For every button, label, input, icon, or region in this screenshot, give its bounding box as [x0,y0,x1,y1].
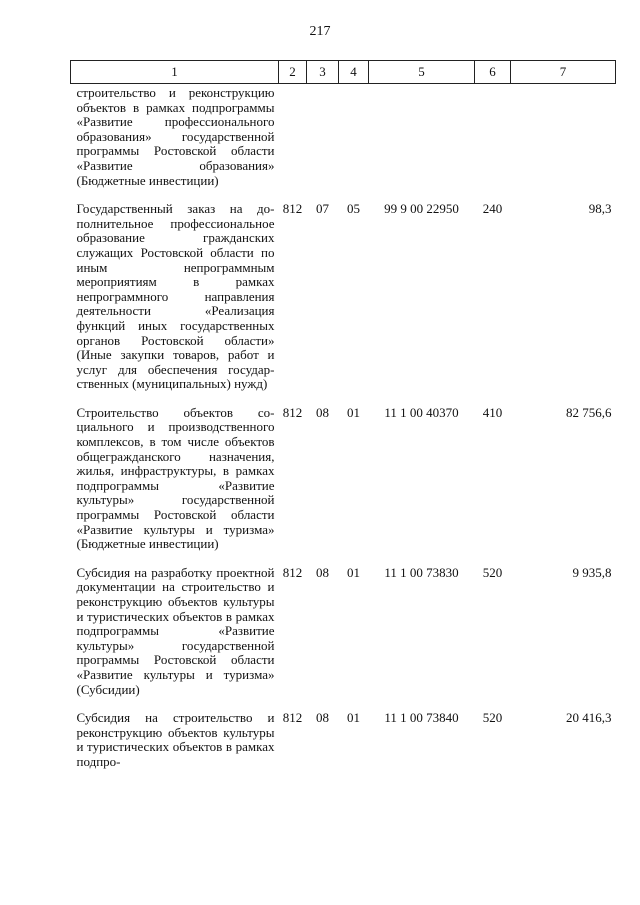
table-row [71,406,616,566]
row-name: Строительство объектов социального и производственного комплексов, в том числе объектов общегражданского назначения, жилья, инфраструктуры, в рамках подпрограммы «Развитие культуры» государственной программы Ростовской области «Развитие культуры и туризма» (Бюджетные инвестиции) [76,404,275,552]
row-expense-type [475,84,511,203]
row-amount: 82 756,6 [566,404,612,420]
row-subsection-code: 01 [347,710,360,726]
row-subsection-code: 01 [347,404,360,420]
column-header-4: 4 [339,61,369,84]
column-header-2: 2 [279,61,307,84]
row-ministry-code: 812 [282,564,303,580]
column-header-7: 7 [511,61,616,84]
row-expense-type: 520 [482,564,503,580]
row-target-article: 11 1 00 73840 [384,710,459,726]
table-row [71,202,616,406]
column-header-1: 1 [71,61,279,84]
row-section-code: 08 [316,710,329,726]
row-expense-type: 410 [482,404,503,420]
row-name: строительство и реконструкцию объектов в рамках подпрограммы «Развитие профессионального образования» государственной программы Ростовской области «Развитие образования» (Бюджетные инвестиции) [76,85,275,188]
row-section-code: 08 [316,564,329,580]
column-header-6: 6 [475,61,511,84]
row-amount [511,84,616,203]
row-expense-type: 520 [482,710,503,726]
row-amount: 98,3 [588,201,612,217]
row-subsection-code: 05 [347,201,360,217]
row-target-article [369,84,475,203]
row-ministry-code: 812 [282,404,303,420]
row-subsection-code: 01 [347,564,360,580]
table-row [71,566,616,711]
row-ministry-code: 812 [282,201,303,217]
row-amount: 9 935,8 [572,564,612,580]
row-ministry-code: 812 [282,710,303,726]
row-name: Государственный заказ на дополнительное профессиональное образование гражданских служащих Ростовской области по иным непрограммным мероприятиям в рамках непрограммного направления деятельности «Реализация функций иных государственных органов Ростовской области» (Иные закупки товаров, работ и услуг для обеспечения государственных (муниципальных) нужд) [76,201,275,392]
row-name: Субсидия на разработку проектной документации на строительство и реконструкцию объектов культуры и туристических объектов в рамках подпрограммы «Развитие культуры» государственной программы Ростовской области «Развитие культуры и туризма» (Субсидии) [76,564,275,697]
row-section-code [307,84,339,203]
row-section-code: 08 [316,404,329,420]
row-target-article: 99 9 00 22950 [384,201,459,217]
table-row [71,84,616,203]
row-amount: 20 416,3 [566,710,612,726]
row-expense-type: 240 [482,201,503,217]
column-header-3: 3 [307,61,339,84]
row-ministry-code [279,84,307,203]
column-header-5: 5 [369,61,475,84]
table-row [71,711,616,783]
row-subsection-code [339,84,369,203]
budget-table [70,60,616,784]
page-number: 217 [309,24,331,39]
row-target-article: 11 1 00 73830 [384,564,459,580]
row-name: Субсидия на строительство и реконструкцию объектов культуры и туристических объектов в рамках подпро- [76,710,275,769]
row-target-article: 11 1 00 40370 [384,404,459,420]
table-header-row [71,61,616,84]
row-section-code: 07 [316,201,329,217]
